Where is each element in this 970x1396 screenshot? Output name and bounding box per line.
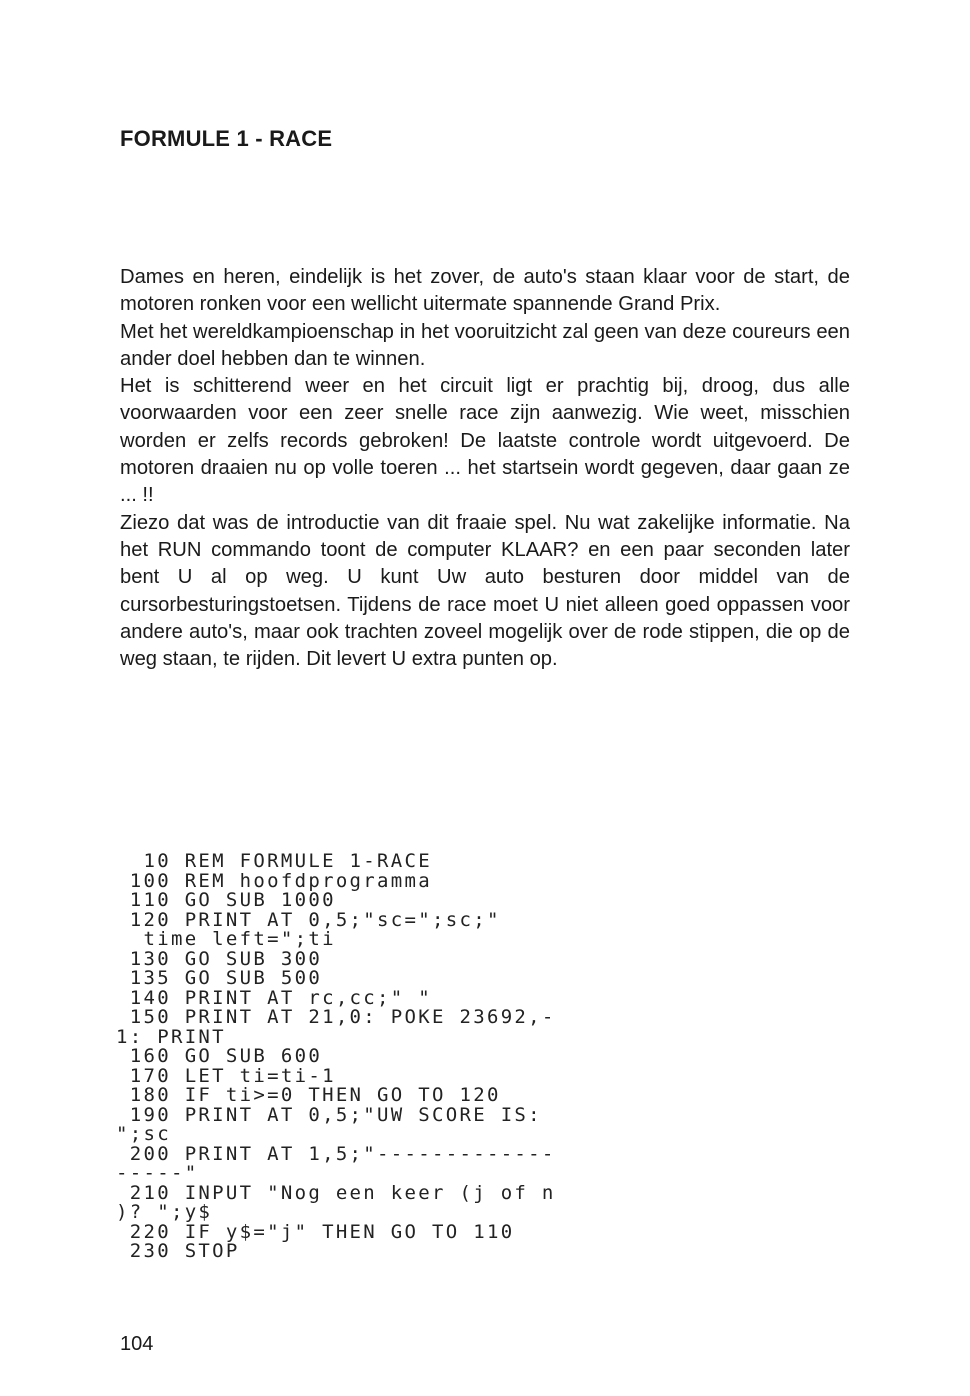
- listing-line: time left=";ti: [116, 928, 336, 950]
- listing-line: 120 PRINT AT 0,5;"sc=";sc;": [116, 908, 501, 931]
- basic-program-listing: [116, 852, 636, 1262]
- listing-line: )? ";y$: [116, 1201, 213, 1223]
- paragraph: Dames en heren, eindelijk is het zover, de auto's staan klaar voor de start, de motoren ronken voor een wellicht uitermate spannende Grand Prix.: [120, 266, 850, 316]
- listing-line: 170 LET ti=ti-1: [116, 1064, 336, 1087]
- listing-line: 150 PRINT AT 21,0: POKE 23692,-: [116, 1006, 556, 1028]
- listing-line: 100 REM hoofdprogramma: [116, 869, 432, 892]
- listing-line: 200 PRINT AT 1,5;"-------------: [116, 1142, 556, 1165]
- listing-line: -----": [116, 1162, 199, 1184]
- listing-line: 190 PRINT AT 0,5;"UW SCORE IS:: [116, 1103, 542, 1126]
- intro-text: [120, 264, 850, 673]
- chapter-title: FORMULE 1 - RACE: [120, 126, 333, 151]
- listing-line: 1: PRINT: [116, 1025, 226, 1048]
- paragraph: Het is schitterend weer en het circuit ligt er prachtig bij, droog, dus alle voorwaarden voor een zeer snelle race zijn aanwezig. Wie weet, misschien worden er zelfs records gebroken! De laatste controle wordt uitgevoerd. De motoren draaien nu op volle toeren ... het startsein wordt gegeven, daar gaan ze ... !!: [120, 375, 850, 507]
- listing-line: 160 GO SUB 600: [116, 1045, 323, 1067]
- listing-line: 140 PRINT AT rc,cc;" ": [116, 986, 432, 1009]
- paragraph: Ziezo dat was de introductie van dit fraaie spel. Nu wat zakelijke informatie. Na het RUN commando toont de computer KLAAR? en een paar seconden later bent U al op weg. U kunt Uw auto besturen door middel van de cursorbesturingstoetsen. Tijdens de race moet U niet alleen goed oppassen voor andere auto's, maar ook trachten zoveel mogelijk over de rode stippen, die op de weg staan, te rijden. Dit levert U extra punten op.: [120, 511, 850, 671]
- listing-line: 180 IF ti>=0 THEN GO TO 120: [116, 1084, 501, 1106]
- listing-line: 110 GO SUB 1000: [116, 889, 336, 911]
- listing-line: ";sc: [116, 1123, 171, 1145]
- listing-line: 135 GO SUB 500: [116, 967, 323, 989]
- listing-line: 10 REM FORMULE 1-RACE: [116, 850, 432, 872]
- listing-line: 130 GO SUB 300: [116, 947, 323, 970]
- listing-line: 210 INPUT "Nog een keer (j of n: [116, 1181, 556, 1204]
- page-number: 104: [120, 1333, 154, 1355]
- listing-line: 230 STOP: [116, 1240, 240, 1262]
- listing-line: 220 IF y$="j" THEN GO TO 110: [116, 1220, 515, 1243]
- paragraph: Met het wereldkampioenschap in het vooruitzicht zal geen van deze coureurs een ander doel hebben dan te winnen.: [120, 320, 850, 370]
